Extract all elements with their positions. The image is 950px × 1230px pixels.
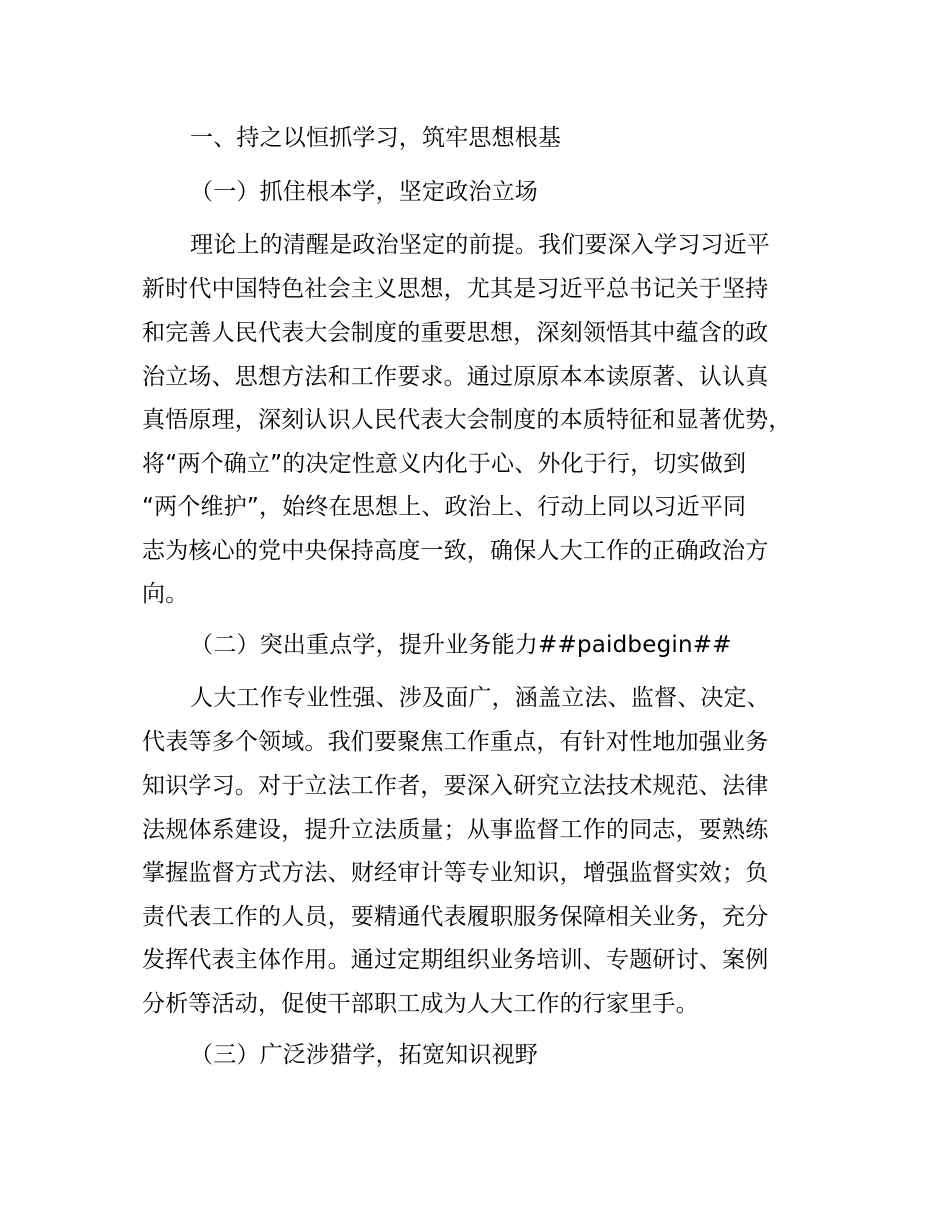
heading-level1: 一、持之以恒抓学习，筑牢思想根基 (190, 125, 562, 151)
paragraph-line: 分析等活动，促使干部职工成为人大工作的行家里手。 (142, 991, 699, 1017)
paragraph-line: 人大工作专业性强、涉及面广，涵盖立法、监督、决定、 (190, 685, 770, 711)
heading-section-3: （三）广泛涉猎学，拓宽知识视野 (190, 1042, 538, 1068)
paragraph-line: 责代表工作的人员，要精通代表履职服务保障相关业务，充分 (142, 904, 769, 930)
paragraph-line: 法规体系建设，提升立法质量；从事监督工作的同志，要熟练 (142, 817, 769, 843)
paragraph-line: “两个维护”，始终在思想上、政治上、行动上同以习近平同 (142, 494, 747, 520)
paragraph-line: 真悟原理，深刻认识人民代表大会制度的本质特征和显著优势， (142, 407, 792, 433)
paragraph-line: 发挥代表主体作用。通过定期组织业务培训、专题研讨、案例 (142, 947, 769, 973)
heading-section-1: （一）抓住根本学，坚定政治立场 (190, 179, 538, 205)
heading-section-2: （二）突出重点学，提升业务能力##paidbegin## (190, 632, 732, 658)
paragraph-line: 掌握监督方式方法、财经审计等专业知识，增强监督实效；负 (142, 860, 769, 886)
paragraph-line: 知识学习。对于立法工作者，要深入研究立法技术规范、法律 (142, 773, 769, 799)
paragraph-line: 治立场、思想方法和工作要求。通过原原本本读原著、认认真 (142, 364, 769, 390)
paragraph-line: 将“两个确立”的决定性意义内化于心、外化于行，切实做到 (142, 451, 747, 477)
paragraph-line: 代表等多个领域。我们要聚焦工作重点，有针对性地加强业务 (142, 729, 769, 755)
paragraph-line: 理论上的清醒是政治坚定的前提。我们要深入学习习近平 (190, 232, 770, 258)
paragraph-line: 志为核心的党中央保持高度一致，确保人大工作的正确政治方 (142, 538, 769, 564)
paragraph-line: 向。 (142, 581, 189, 607)
paragraph-line: 和完善人民代表大会制度的重要思想，深刻领悟其中蕴含的政 (142, 320, 769, 346)
paragraph-line: 新时代中国特色社会主义思想，尤其是习近平总书记关于坚持 (142, 276, 769, 302)
